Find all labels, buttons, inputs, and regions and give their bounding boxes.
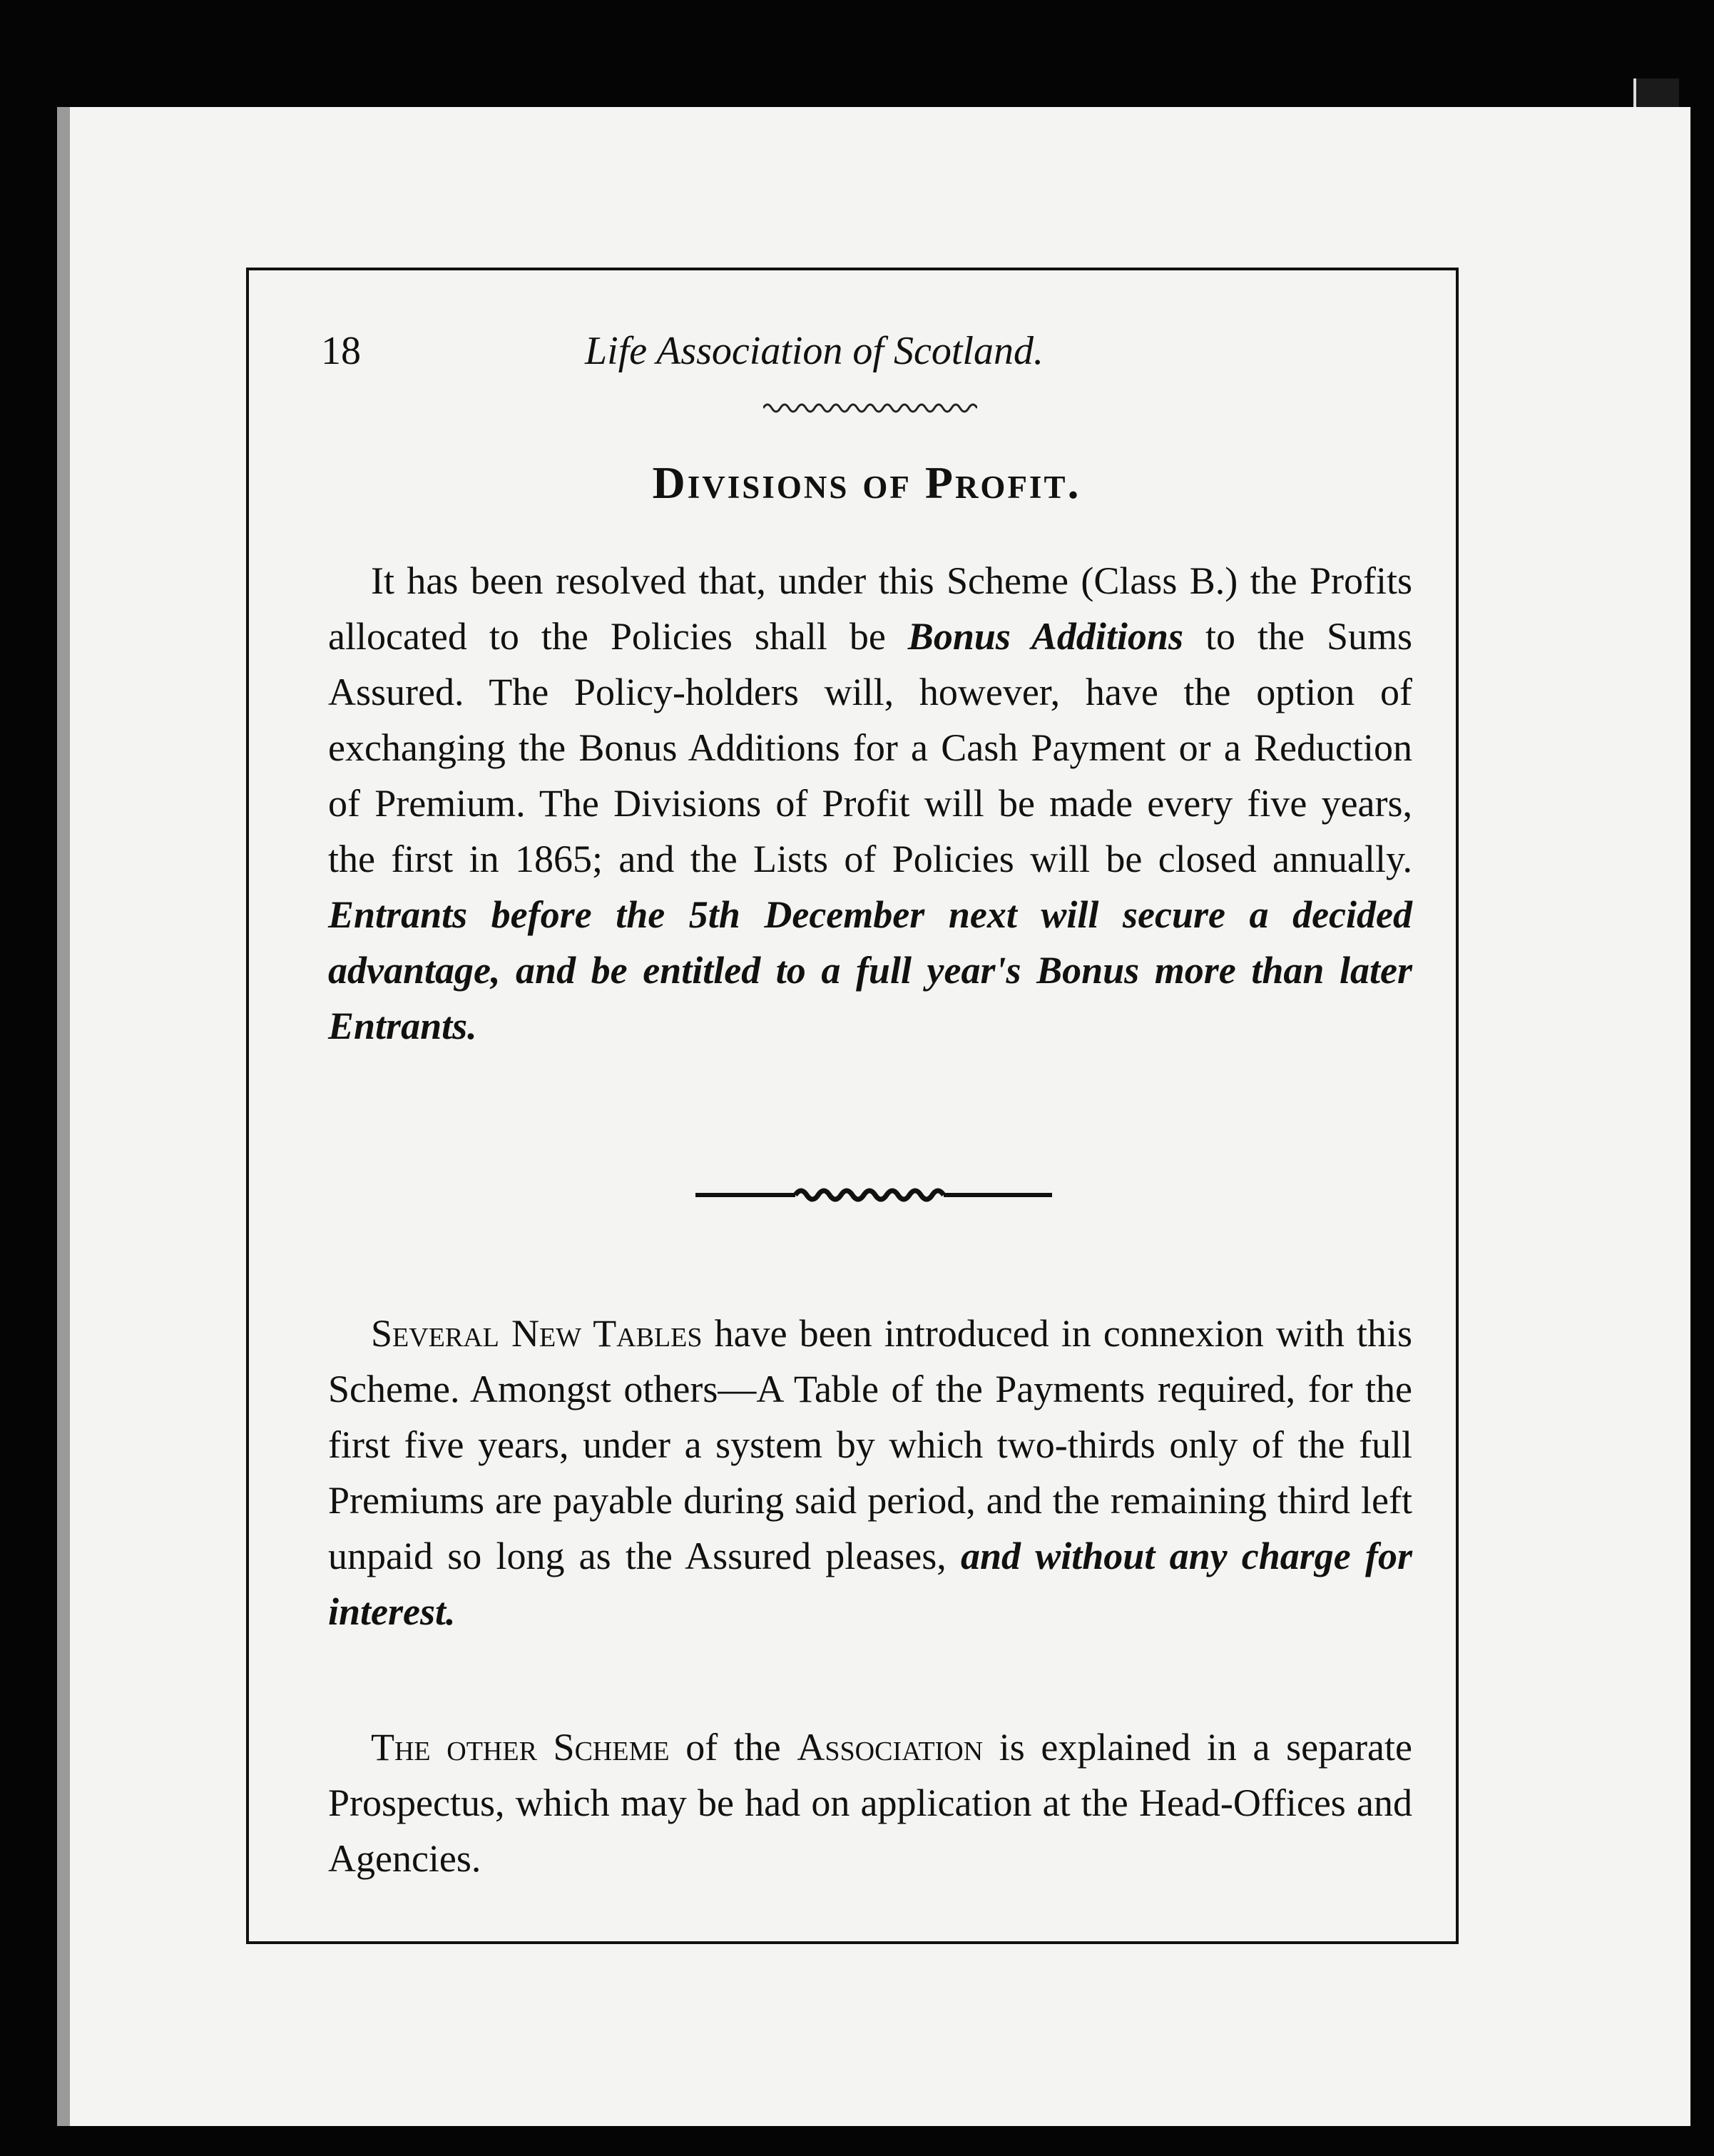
paragraph1-text-a: It has been resolved that, under this Scheme (Class B.) the Profits allocated to the Policies shall be: [328, 559, 1412, 658]
paragraph3-smallcaps-b: Association: [797, 1726, 984, 1769]
paragraph2-italic: and without any charge for interest.: [328, 1535, 1413, 1633]
paragraph-profit-divisions: [328, 553, 1412, 1054]
paragraph-new-tables: [328, 1306, 1412, 1639]
section-heading: Divisions of Profit.: [652, 457, 1081, 508]
paragraph1-text-b: to the Sums Assured. The Policy-holders will, however, have the option of exchanging the Bonus Additions for a Cash Payment or a Reduction of Premium. The Divisions of Profit will be made every five years, the first in 1865; and the Lists of Policies will be closed annually.: [328, 615, 1412, 880]
wavy-ornament-small: [763, 400, 977, 417]
wavy-ornament-divider: [695, 1184, 1052, 1206]
paragraph2-smallcaps: Several New Tables: [371, 1312, 703, 1355]
paragraph3-text-b: is explained in a separate Prospectus, which may be had on application at the Head-Offices and Agencies.: [328, 1726, 1412, 1880]
paragraph2-text-a: have been introduced in connexion with this Scheme. Amongst others—A Table of the Payments required, for the first five years, under a system by which two-thirds only of the full Premiums are payable during said period, and the remaining third left unpaid so long as the Assured pleases,: [328, 1312, 1412, 1577]
paragraph-other-scheme: [328, 1719, 1412, 1886]
paragraph1-italic-a: Bonus Additions: [907, 615, 1183, 658]
paragraph3-text-a: of the: [669, 1726, 797, 1769]
page-header: [321, 328, 1412, 378]
page-frame-border: [246, 268, 1459, 1944]
paragraph1-italic-b: Entrants before the 5th December next will secure a decided advantage, and be entitled to a full year's Bonus more than later Entrants.: [328, 893, 1412, 1047]
page-number: 18: [321, 329, 361, 373]
paragraph3-smallcaps-a: The other Scheme: [371, 1726, 670, 1769]
running-title: Life Association of Scotland.: [585, 329, 1044, 373]
